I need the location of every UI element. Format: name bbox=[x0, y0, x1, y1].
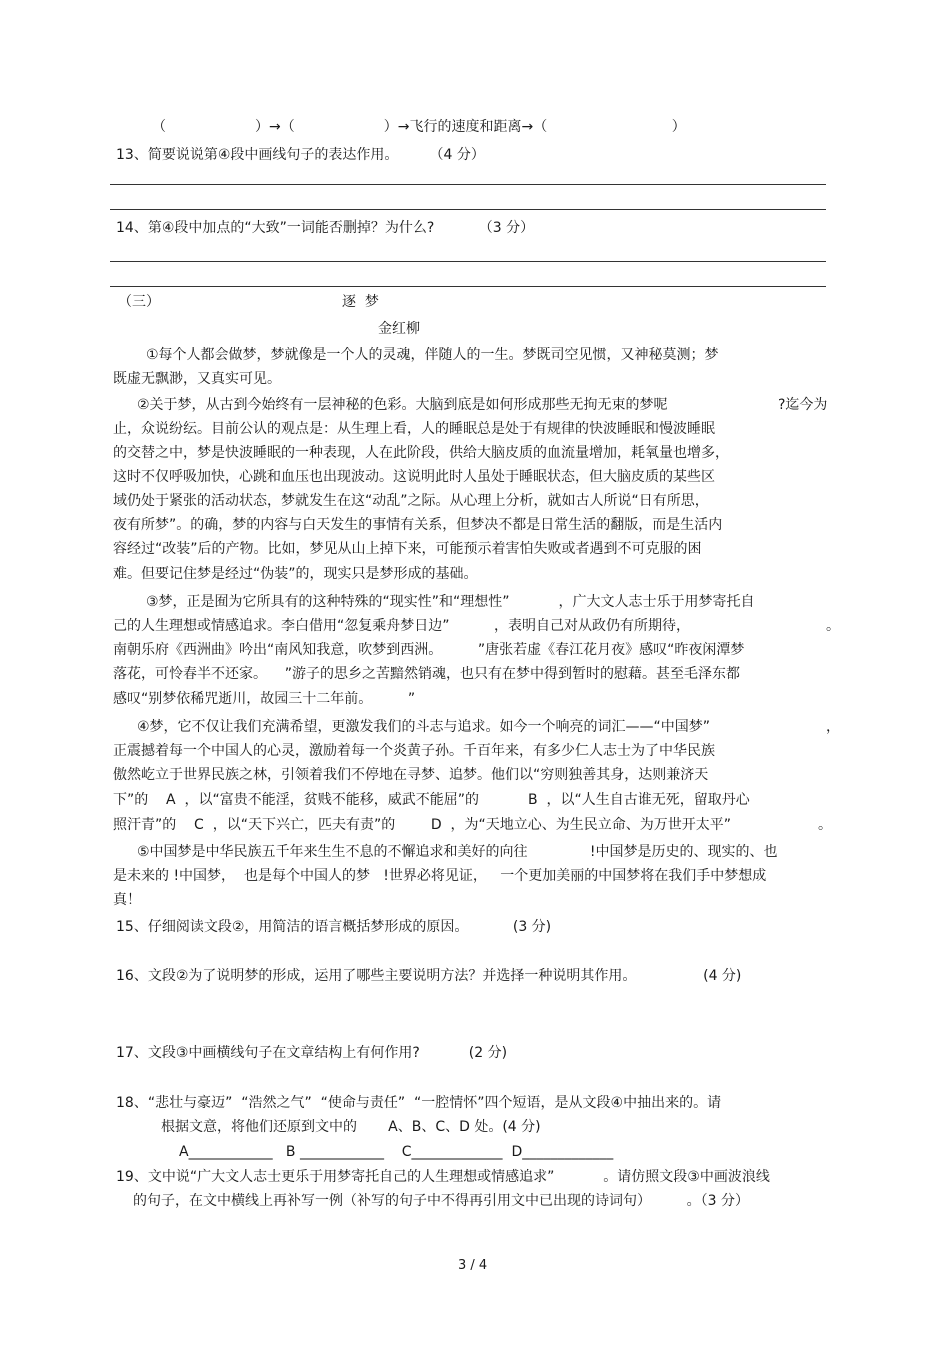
page-number: 3 / 4 bbox=[458, 1258, 488, 1273]
paragraph-line: ①每个人都会做梦，梦就像是一个人的灵魂，伴随人的一生。梦既司空见惯，又神秘莫测；梦 bbox=[146, 347, 719, 363]
paragraph-line: 是未来的 !中国梦， 也是每个中国人的梦 !世界必将见证， 一个更加美丽的中国梦将在我们手中梦想成 bbox=[113, 868, 767, 884]
paragraph-line: 域仍处于紧张的活动状态，梦就发生在这“动乱”之际。从心理上分析，就如古人所说“日有所思， bbox=[113, 493, 709, 509]
paragraph-line: 既虚无飘渺，又真实可见。 bbox=[113, 371, 281, 387]
paragraph-line: 己的人生理想或情感追求。李白借用“忽复乘舟梦日边” ，表明自己对从政仍有所期待， bbox=[113, 618, 691, 634]
article-author: 金红柳 bbox=[378, 321, 420, 337]
question-17: 17、文段③中画横线句子在文章结构上有何作用? (2 分) bbox=[116, 1045, 508, 1061]
paragraph-line: 。 bbox=[826, 618, 840, 634]
paragraph-line: 下”的 A ，以“富贵不能淫，贫贱不能移，威武不能屈”的 B ，以“人生自古谁无死，留取丹心 bbox=[113, 792, 750, 808]
paragraph-line: 止，众说纷纭。目前公认的观点是：从生理上看，人的睡眠总是处于有规律的快波睡眠和慢波睡眠 bbox=[113, 421, 715, 437]
paragraph-line: 南朝乐府《西洲曲》吟出“南风知我意，吹梦到西洲。 ”唐张若虚《春江花月夜》感叹“昨夜闲潭梦 bbox=[113, 642, 745, 658]
paragraph-line: ②关于梦，从古到今始终有一层神秘的色彩。大脑到底是如何形成那些无拘无束的梦呢 bbox=[137, 397, 668, 413]
question-15: 15、仔细阅读文段②，用简洁的语言概括梦形成的原因。 (3 分) bbox=[116, 919, 552, 935]
paragraph-line: ③梦，正是囿为它所具有的这种特殊的“现实性”和“理想性” ，广大文人志士乐于用梦寄托自 bbox=[146, 594, 755, 610]
paragraph-line: 夜有所梦”。的确，梦的内容与白天发生的事情有关系，但梦决不都是日常生活的翻版，而是生活内 bbox=[113, 517, 723, 533]
answer-blanks-line: （ ）→（ ）→飞行的速度和距离→（ ） bbox=[152, 119, 686, 135]
paragraph-line: 真！ bbox=[113, 892, 141, 908]
section-label: （三） bbox=[118, 294, 160, 310]
paragraph-line: 傲然屹立于世界民族之林，引领着我们不停地在寻梦、追梦。他们以“穷则独善其身，达则兼济天 bbox=[113, 767, 709, 783]
paragraph-line: 难。但要记住梦是经过“伪装”的，现实只是梦形成的基础。 bbox=[113, 566, 478, 582]
paragraph-line: 落花，可怜春半不还家。 ”游子的思乡之苦黯然销魂，也只有在梦中得到暂时的慰藉。甚至毛泽东都 bbox=[113, 666, 741, 682]
paragraph-line: 感叹“别梦依稀咒逝川，故园三十二年前。 ” bbox=[113, 691, 416, 707]
paragraph-line: ⑤中国梦是中华民族五千年来生生不息的不懈追求和美好的向往 !中国梦是历史的、现实的、也 bbox=[137, 844, 778, 860]
answer-line bbox=[110, 209, 826, 210]
question-19-cont: 的句子，在文中横线上再补写一例（补写的句子中不得再引用文中已出现的诗词句） 。（3 分） bbox=[133, 1193, 749, 1209]
answer-line bbox=[110, 286, 826, 287]
paragraph-line: 的交替之中，梦是快波睡眠的一种表现，人在此阶段，供给大脑皮质的血流量增加，耗氧量也增多， bbox=[113, 445, 729, 461]
paragraph-line: 照汗青”的 C ，以“天下兴亡，匹夫有责”的 D ，为“天地立心、为生民立命、为万世开太平” bbox=[113, 817, 732, 833]
paragraph-line: 正震撼着每一个中国人的心灵，激励着每一个炎黄子孙。千百年来，有多少仁人志士为了中华民族 bbox=[113, 743, 715, 759]
paragraph-line: ④梦，它不仅让我们充满希望，更激发我们的斗志与追求。如今一个响亮的词汇——“中国梦” bbox=[137, 719, 711, 735]
question-18: 18、“悲壮与豪迈” “浩然之气” “使命与责任” “一腔情怀”四个短语，是从文段④中抽出来的。请 bbox=[116, 1095, 722, 1111]
question-18-cont: 根据文意，将他们还原到文中的 A、B、C、D 处。(4 分) bbox=[161, 1119, 541, 1135]
answer-slots-abcd: A____________ B ____________ C_____________ D_____________ bbox=[179, 1144, 614, 1160]
question-13: 13、简要说说第④段中画线句子的表达作用。 （4 分） bbox=[116, 147, 485, 163]
paragraph-line: ， bbox=[826, 719, 840, 735]
paragraph-line: 这时不仅呼吸加快，心跳和血压也出现波动。这说明此时人虽处于睡眠状态，但大脑皮质的某些区 bbox=[113, 469, 715, 485]
paragraph-line: 容经过“改装”后的产物。比如，梦见从山上掉下来，可能预示着害怕失败或者遇到不可克服的困 bbox=[113, 541, 702, 557]
answer-line bbox=[110, 184, 826, 185]
paragraph-line: ?迄今为 bbox=[778, 397, 828, 413]
question-14: 14、第④段中加点的“大致”一词能否删掉？为什么? （3 分） bbox=[116, 220, 535, 236]
paragraph-line: 。 bbox=[818, 817, 832, 833]
article-title: 逐 梦 bbox=[342, 294, 379, 310]
answer-line bbox=[110, 261, 826, 262]
question-19: 19、文中说“广大文人志士更乐于用梦寄托自己的人生理想或情感追求” 。请仿照文段③中画波浪线 bbox=[116, 1169, 770, 1185]
question-16: 16、文段②为了说明梦的形成，运用了哪些主要说明方法？并选择一种说明其作用。 (4 分) bbox=[116, 968, 742, 984]
